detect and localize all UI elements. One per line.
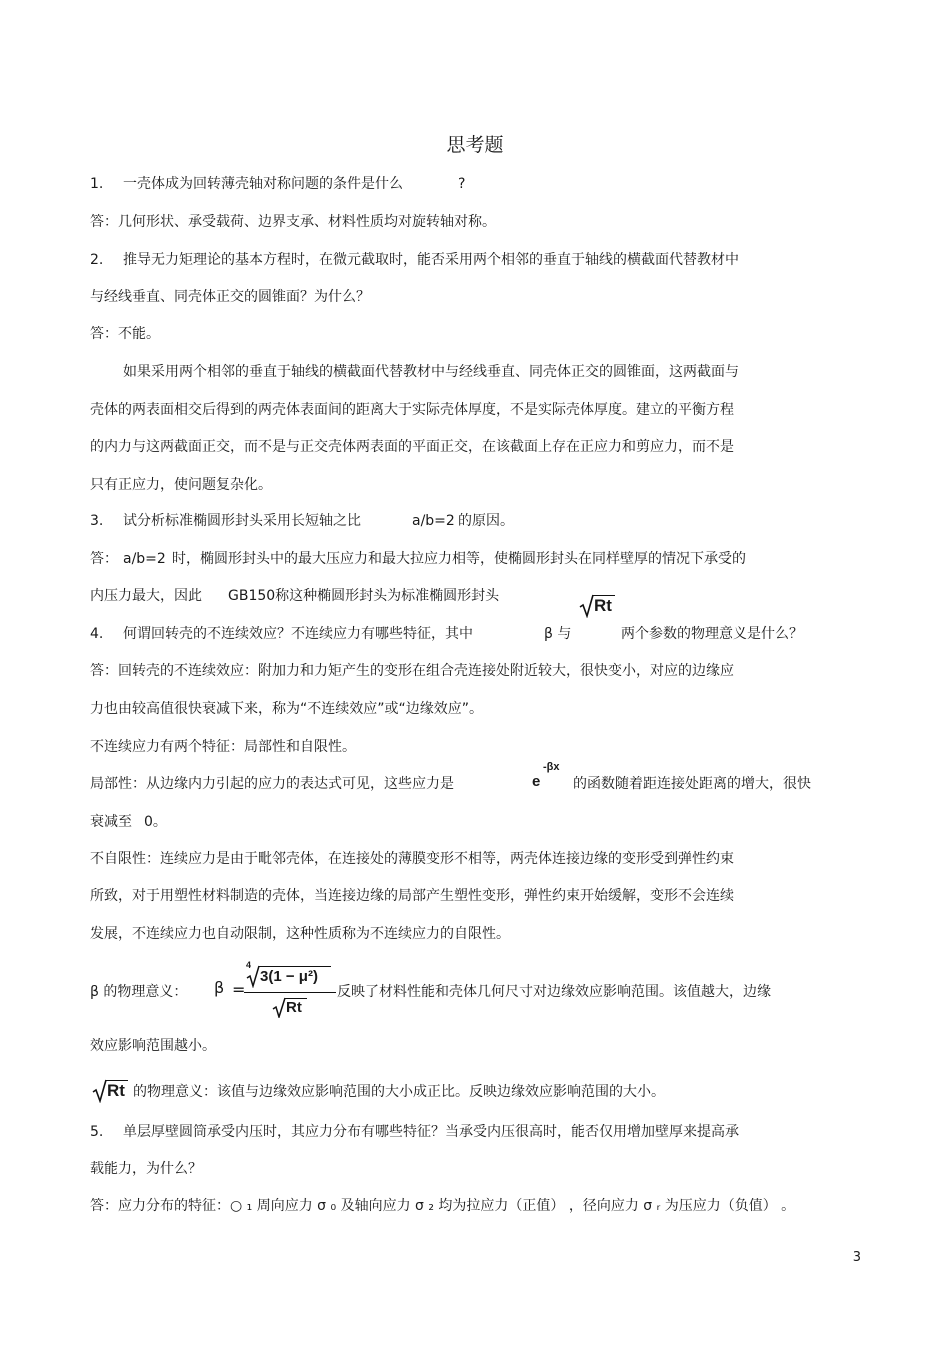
beta-meaning-continuation: 效应影响范围越小。: [90, 1038, 216, 1054]
rt-symbol: Rt: [594, 596, 612, 615]
answer-3-prefix: 答：: [90, 551, 118, 567]
beta-meaning-text: 反映了材料性能和壳体几何尺寸对边缘效应影响范围。该值越大，边缘: [337, 984, 771, 1000]
question-3-text: 试分析标准椭圆形封头采用长短轴之比: [123, 513, 361, 529]
question-1-mark: ?: [458, 176, 466, 192]
answer-3-gb150: GB150称这种椭圆形封头为标准椭圆形封头: [228, 588, 500, 604]
question-4-end: 两个参数的物理意义是什么？: [621, 626, 803, 642]
answer-1: 答：几何形状、承受载荷、边界支承、材料性质均对旋转轴对称。: [90, 214, 496, 230]
answer-4-features: 不连续应力有两个特征：局部性和自限性。: [90, 739, 356, 755]
answer-5: 答：应力分布的特征：○ ₁ 周向应力 σ ₀ 及轴向应力 σ ₂ 均为拉应力（正值） ，径向应力 σ ᵣ 为压应力（负值） 。: [90, 1198, 796, 1214]
question-2-text: 推导无力矩理论的基本方程时，在微元截取时，能否采用两个相邻的垂直于轴线的横截面代替教材中: [123, 252, 739, 268]
beta-denominator: Rt: [286, 999, 302, 1016]
question-5-continuation: 载能力，为什么？: [90, 1161, 202, 1177]
fraction-bar: [244, 992, 336, 993]
self-limiting-line: 发展，不连续应力也自动限制，这种性质称为不连续应力的自限性。: [90, 926, 510, 942]
self-limiting-line: 不自限性：连续应力是由于毗邻壳体，在连接处的薄膜变形不相等，两壳体连接边缘的变形受到弹性约束: [90, 851, 734, 867]
rt-meaning-text: 的物理意义：该值与边缘效应影响范围的大小成正比。反映边缘效应影响范围的大小。: [133, 1084, 665, 1100]
question-3-ratio: a/b=2: [412, 513, 455, 529]
beta-meaning-label: β 的物理意义：: [90, 984, 188, 1000]
question-2-number: 2.: [90, 252, 104, 268]
page-title: 思考题: [446, 134, 504, 156]
equals-sign: =: [232, 980, 246, 999]
fourth-root-sign-icon: [246, 964, 260, 988]
radical-sign-icon: [272, 996, 286, 1018]
decay-text: 衰减至: [90, 814, 132, 830]
answer-2-paragraph-line: 的内力与这两截面正交，而不是与正交壳体两表面的平面正交，在该截面上存在正应力和剪应力，而不是: [90, 439, 734, 455]
answer-2-paragraph-line: 壳体的两表面相交后得到的两壳体表面间的距离大于实际壳体厚度，不是实际壳体厚度。建立的平衡方程: [90, 402, 734, 418]
question-3-end: 的原因。: [458, 513, 514, 529]
exp-base: e: [532, 773, 541, 790]
answer-3-ratio: a/b=2: [123, 551, 166, 567]
radical-sign-icon: [579, 592, 594, 618]
answer-2: 答：不能。: [90, 326, 160, 342]
question-4-number: 4.: [90, 626, 104, 642]
self-limiting-line: 所致，对于用塑性材料制造的壳体，当连接边缘的局部产生塑性变形，弹性约束开始缓解，变形不会连续: [90, 888, 734, 904]
question-2-continuation: 与经线垂直、同壳体正交的圆锥面？为什么？: [90, 289, 370, 305]
locality-text: 局部性：从边缘内力引起的应力的表达式可见，这些应力是: [90, 776, 454, 792]
decay-zero: 0。: [144, 814, 167, 830]
rt-symbol: Rt: [107, 1081, 125, 1100]
answer-3-text: 时，椭圆形封头中的最大压应力和最大拉应力相等，使椭圆形封头在同样壁厚的情况下承受的: [172, 551, 746, 567]
question-3-number: 3.: [90, 513, 104, 529]
exp-power: -βx: [543, 761, 560, 773]
question-5-text: 单层厚壁圆筒承受内压时，其应力分布有哪些特征？当承受内压很高时，能否仅用增加壁厚来提高承: [123, 1124, 739, 1140]
sqrt-rt-inline: [92, 1077, 130, 1103]
question-5-number: 5.: [90, 1124, 104, 1140]
question-1-text: 一壳体成为回转薄壳轴对称问题的条件是什么: [123, 176, 403, 192]
exponential-formula: [532, 760, 568, 794]
beta-symbol: β: [214, 978, 225, 997]
question-4-beta: β 与: [544, 626, 572, 642]
answer-2-paragraph-line: 如果采用两个相邻的垂直于轴线的横截面代替教材中与经线垂直、同壳体正交的圆锥面，这两截面与: [123, 364, 739, 380]
locality-text-end: 的函数随着距连接处距离的增大，很快: [573, 776, 811, 792]
root-index: 4: [246, 960, 252, 970]
question-4-text: 何谓回转壳的不连续效应？不连续应力有哪些特征，其中: [123, 626, 473, 642]
beta-numerator: 3(1 − μ²): [260, 968, 318, 985]
answer-4-line: 答：回转壳的不连续效应：附加力和力矩产生的变形在组合壳连接处附近较大，很快变小，对应的边缘应: [90, 663, 734, 679]
page-number: 3: [852, 1250, 861, 1265]
question-1-number: 1.: [90, 176, 104, 192]
answer-3-continuation: 内压力最大，因此: [90, 588, 202, 604]
answer-4-line: 力也由较高值很快衰减下来，称为“不连续效应”或“边缘效应”。: [90, 701, 484, 717]
beta-formula: [212, 960, 337, 1020]
radical-sign-icon: [92, 1077, 107, 1103]
answer-2-paragraph-line: 只有正应力，使问题复杂化。: [90, 477, 272, 493]
